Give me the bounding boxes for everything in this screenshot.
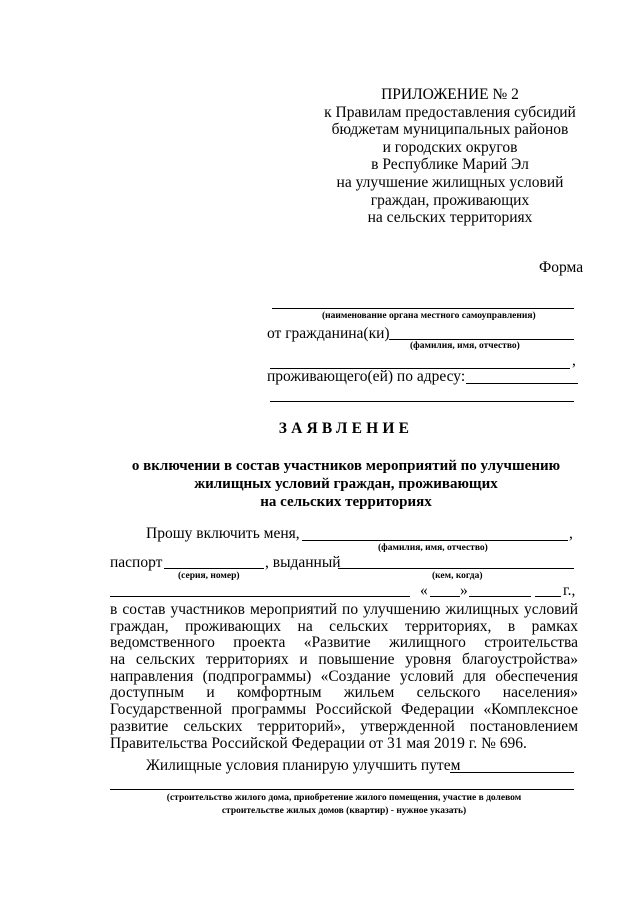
year-suffix: г., — [563, 582, 576, 599]
paragraph-line: Государственной программы Российской Федерации «Комплексное — [110, 702, 578, 719]
improve-label: Жилищные условия планирую улучшить путем — [146, 757, 461, 774]
appendix-line: ПРИЛОЖЕНИЕ № 2 — [381, 86, 519, 103]
paragraph-line: граждан, проживающих на сельских территориях, в рамках — [110, 618, 578, 635]
main-paragraph — [110, 602, 578, 752]
authority-name-line[interactable] — [272, 308, 574, 309]
paragraph-line: Правительства Российской Федерации от 31 мая 2019 г. № 696. — [110, 735, 527, 752]
issued-label: , выданный — [265, 554, 341, 571]
paragraph-line: на сельских территориях и повышение уровня благоустройства» — [110, 652, 578, 669]
applicant-fio-caption: (фамилия, имя, отчество) — [378, 543, 488, 553]
appendix-line: и городских округов — [382, 138, 518, 156]
issue-month-line[interactable] — [469, 596, 531, 597]
appendix-line: граждан, проживающих — [370, 191, 530, 209]
issue-year-line[interactable] — [535, 596, 561, 597]
series-caption: (серия, номер) — [178, 571, 240, 581]
quote-open: « — [420, 582, 428, 599]
subtitle-line: на сельских территориях — [260, 493, 432, 510]
issuer-caption: (кем, когда) — [432, 571, 483, 581]
citizen-fio-caption: (фамилия, имя, отчество) — [410, 341, 520, 351]
paragraph-line: в состав участников мероприятий по улучшению жилищных условий — [110, 602, 578, 618]
document-title: ЗАЯВЛЕНИЕ — [278, 420, 414, 437]
issued-by-line-2[interactable] — [110, 596, 410, 597]
subtitle-line: жилищных условий граждан, проживающих — [194, 475, 498, 492]
quote-close: » — [460, 582, 468, 599]
paragraph-line: ведомственного проекта «Развитие жилищного строительства — [110, 635, 578, 652]
citizen-name-line[interactable] — [389, 339, 574, 340]
improve-method-line[interactable] — [450, 772, 574, 773]
improve-method-line-2[interactable] — [110, 789, 574, 790]
passport-label: паспорт — [110, 554, 163, 571]
comma: , — [569, 525, 573, 542]
applicant-name-line[interactable] — [302, 540, 568, 541]
address-label: проживающего(ей) по адресу: — [267, 368, 466, 385]
improve-caption — [110, 792, 578, 817]
appendix-line: на сельских территориях — [367, 209, 533, 227]
paragraph-line: доступным и комфортным жильем сельского населения» — [110, 685, 578, 702]
authority-caption: (наименование органа местного самоуправления) — [322, 311, 536, 321]
address-line[interactable] — [466, 383, 578, 384]
issued-by-line[interactable] — [338, 568, 574, 569]
issue-day-line[interactable] — [430, 596, 460, 597]
appendix-line: на улучшение жилищных условий — [336, 173, 564, 191]
request-label: Прошу включить меня, — [146, 525, 300, 542]
appendix-line: бюджетам муниципальных районов — [331, 121, 569, 139]
paragraph-line: развитие сельских территорий», утвержденной постановлением — [110, 718, 578, 735]
improve-caption-line: (строительство жилого дома, приобретение жилого помещения, участие в долевом — [166, 793, 522, 803]
comma: , — [572, 352, 576, 369]
form-label: Форма — [539, 259, 584, 276]
document-subtitle — [0, 458, 639, 511]
address-line-2[interactable] — [270, 401, 574, 402]
paragraph-line: направления (подпрограммы) «Создание условий для обеспечения — [110, 668, 578, 685]
appendix-block — [300, 86, 600, 227]
subtitle-line: о включении в состав участников мероприятий по улучшению — [131, 458, 561, 474]
appendix-line: к Правилам предоставления субсидий — [324, 103, 576, 121]
from-citizen-label: от гражданина(ки) — [267, 325, 390, 342]
improve-caption-line: строительстве жилых домов (квартир) - нужное указать) — [221, 805, 467, 816]
passport-number-line[interactable] — [164, 568, 264, 569]
appendix-line: в Республике Марий Эл — [371, 156, 529, 174]
